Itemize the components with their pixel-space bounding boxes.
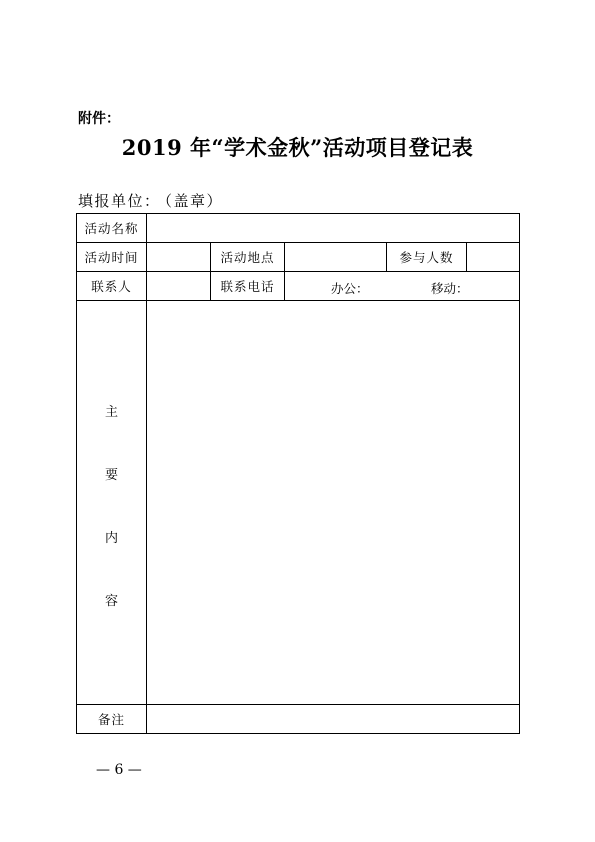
main-content-char-1: 主 bbox=[104, 405, 118, 420]
activity-name-label: 活动名称 bbox=[77, 214, 147, 243]
main-content-char-4: 容 bbox=[104, 594, 118, 609]
reporting-unit-line bbox=[78, 190, 223, 211]
seal-label: （盖章） bbox=[164, 192, 224, 210]
activity-location-field[interactable] bbox=[285, 243, 387, 272]
office-label: 办公： bbox=[331, 281, 369, 296]
main-content-char-3: 内 bbox=[104, 531, 118, 546]
row-contact bbox=[77, 272, 520, 301]
page-number: — 6 — bbox=[96, 762, 142, 778]
contact-person-field[interactable] bbox=[147, 272, 211, 301]
participants-field[interactable] bbox=[467, 243, 520, 272]
activity-time-field[interactable] bbox=[147, 243, 211, 272]
row-main-content bbox=[77, 301, 520, 705]
main-content-label bbox=[77, 301, 147, 705]
activity-location-label: 活动地点 bbox=[211, 243, 285, 272]
form-title: 2019 年“学术金秋”活动项目登记表 bbox=[121, 135, 474, 160]
activity-time-label: 活动时间 bbox=[77, 243, 147, 272]
contact-phone-label: 联系电话 bbox=[211, 272, 285, 301]
row-activity-time-location bbox=[77, 243, 520, 272]
attachment-label: 附件： bbox=[78, 111, 120, 127]
row-activity-name bbox=[77, 214, 520, 243]
main-content-char-2: 要 bbox=[104, 468, 118, 483]
remarks-label: 备注 bbox=[77, 705, 147, 734]
remarks-field[interactable] bbox=[147, 705, 520, 734]
mobile-label: 移动： bbox=[431, 281, 469, 296]
main-content-field[interactable] bbox=[147, 301, 520, 705]
activity-name-field[interactable] bbox=[147, 214, 520, 243]
row-remarks bbox=[77, 705, 520, 734]
contact-phone-field[interactable] bbox=[285, 272, 520, 301]
reporting-unit-label: 填报单位： bbox=[78, 192, 161, 210]
participants-label: 参与人数 bbox=[387, 243, 467, 272]
contact-person-label: 联系人 bbox=[77, 272, 147, 301]
registration-form-table bbox=[76, 213, 520, 734]
